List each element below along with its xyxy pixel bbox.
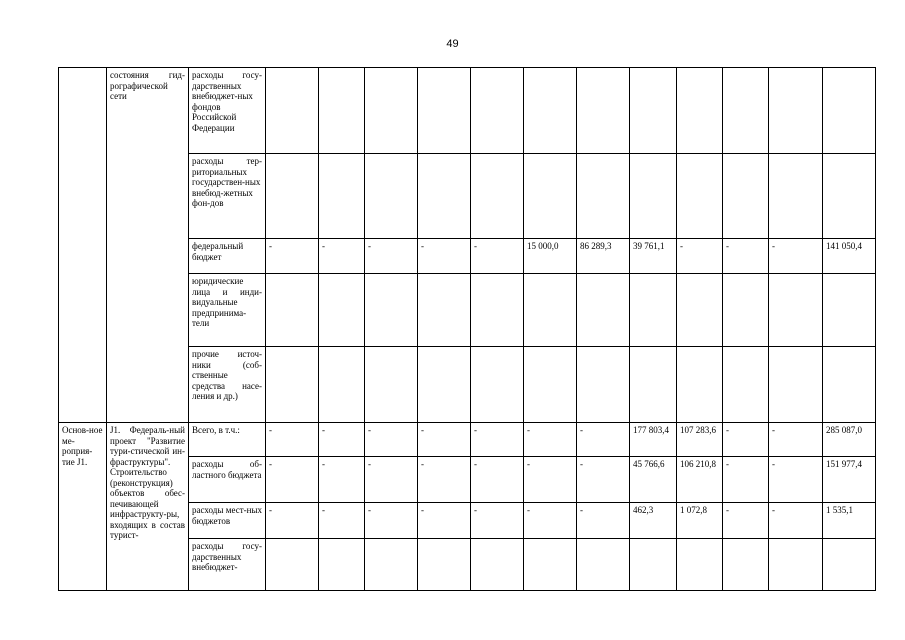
value-cell (723, 539, 769, 591)
value-cell (630, 539, 677, 591)
value-cell (677, 347, 723, 423)
value-cell (677, 154, 723, 239)
value-cell: - (365, 423, 418, 457)
value-cell (319, 274, 365, 347)
value-cell (266, 154, 319, 239)
funding-source-cell: прочие источ-ники (соб-ственные средства насе-ления и др.) (189, 347, 266, 423)
value-cell: 15 000,0 (524, 239, 577, 274)
value-cell: - (418, 239, 471, 274)
value-cell: - (524, 423, 577, 457)
value-cell (266, 539, 319, 591)
value-cell (630, 154, 677, 239)
value-cell: - (524, 457, 577, 503)
value-cell: - (577, 457, 630, 503)
value-cell (769, 347, 823, 423)
value-cell (577, 274, 630, 347)
value-cell: - (319, 457, 365, 503)
value-cell: - (365, 503, 418, 539)
funding-source-cell: Всего, в т.ч.: (189, 423, 266, 457)
value-cell (266, 347, 319, 423)
funding-source-cell: федеральный бюджет (189, 239, 266, 274)
value-cell: - (769, 239, 823, 274)
value-cell (319, 154, 365, 239)
value-cell (365, 154, 418, 239)
funding-source-cell: расходы тер-риториальных государствен-ных внебюд-жетных фон-дов (189, 154, 266, 239)
measure-cell: Основ-ное ме-роприя-тие J1. (59, 423, 107, 591)
value-cell (577, 347, 630, 423)
value-cell (365, 274, 418, 347)
value-cell (823, 347, 876, 423)
value-cell (723, 154, 769, 239)
funding-source-cell: расходы госу-дарственных внебюджет-ных фондов Российской Федерации (189, 68, 266, 154)
value-cell (769, 68, 823, 154)
value-cell: - (471, 503, 524, 539)
budget-table (58, 67, 876, 591)
page-number: 49 (446, 38, 459, 50)
value-cell (365, 68, 418, 154)
funding-source-cell: расходы мест-ных бюджетов (189, 503, 266, 539)
value-cell (823, 539, 876, 591)
value-cell: - (319, 423, 365, 457)
project-cell: состояния гид-рографической сети (107, 68, 189, 423)
value-cell: - (418, 503, 471, 539)
value-cell: - (319, 503, 365, 539)
value-cell (677, 68, 723, 154)
value-cell (418, 274, 471, 347)
value-cell (524, 539, 577, 591)
value-cell (319, 539, 365, 591)
value-cell (266, 68, 319, 154)
value-cell: - (471, 457, 524, 503)
value-cell: 106 210,8 (677, 457, 723, 503)
value-cell (577, 154, 630, 239)
value-cell (266, 274, 319, 347)
value-cell: - (266, 457, 319, 503)
value-cell (471, 154, 524, 239)
funding-source-cell: расходы госу-дарственных внебюджет- (189, 539, 266, 591)
value-cell (823, 274, 876, 347)
value-cell (471, 347, 524, 423)
value-cell: - (723, 503, 769, 539)
value-cell: - (577, 423, 630, 457)
value-cell: - (769, 503, 823, 539)
value-cell (418, 154, 471, 239)
value-cell (524, 274, 577, 347)
value-cell (319, 347, 365, 423)
value-cell: 177 803,4 (630, 423, 677, 457)
value-cell: - (577, 503, 630, 539)
value-cell (365, 539, 418, 591)
table-row (59, 423, 876, 457)
project-cell: J1. Федераль-ный проект "Развитие тури-стической ин-фраструктуры". Строительство (реконструкция) объектов обес-печивающей инфраструкту-ры, входящих в состав турист- (107, 423, 189, 591)
measure-cell (59, 68, 107, 423)
value-cell (630, 347, 677, 423)
value-cell: 151 977,4 (823, 457, 876, 503)
value-cell (723, 68, 769, 154)
value-cell: - (266, 503, 319, 539)
value-cell: - (524, 503, 577, 539)
value-cell (471, 274, 524, 347)
value-cell: - (723, 239, 769, 274)
value-cell (577, 539, 630, 591)
funding-source-cell: расходы об-ластного бюджета (189, 457, 266, 503)
value-cell: 1 072,8 (677, 503, 723, 539)
value-cell: - (319, 239, 365, 274)
value-cell: - (266, 239, 319, 274)
value-cell: - (769, 457, 823, 503)
value-cell (471, 68, 524, 154)
value-cell (723, 274, 769, 347)
value-cell (524, 68, 577, 154)
value-cell (630, 68, 677, 154)
value-cell (769, 539, 823, 591)
value-cell (769, 154, 823, 239)
value-cell: - (365, 239, 418, 274)
value-cell (524, 154, 577, 239)
value-cell: - (471, 239, 524, 274)
value-cell: 86 289,3 (577, 239, 630, 274)
value-cell (418, 539, 471, 591)
value-cell: - (769, 423, 823, 457)
value-cell: 141 050,4 (823, 239, 876, 274)
value-cell (823, 68, 876, 154)
value-cell: - (471, 423, 524, 457)
value-cell: - (723, 423, 769, 457)
value-cell: - (677, 239, 723, 274)
value-cell: - (418, 423, 471, 457)
value-cell (418, 68, 471, 154)
value-cell (677, 539, 723, 591)
value-cell: 45 766,6 (630, 457, 677, 503)
table-row (59, 68, 876, 154)
value-cell (677, 274, 723, 347)
funding-source-cell: юридические лица и инди-видуальные предпринима-тели (189, 274, 266, 347)
value-cell (471, 539, 524, 591)
value-cell (319, 68, 365, 154)
value-cell: - (723, 457, 769, 503)
table-body (59, 68, 876, 591)
value-cell: 1 535,1 (823, 503, 876, 539)
value-cell (524, 347, 577, 423)
value-cell (365, 347, 418, 423)
value-cell: 39 761,1 (630, 239, 677, 274)
value-cell: 107 283,6 (677, 423, 723, 457)
value-cell: 285 087,0 (823, 423, 876, 457)
value-cell (630, 274, 677, 347)
value-cell: - (266, 423, 319, 457)
value-cell (418, 347, 471, 423)
value-cell (723, 347, 769, 423)
value-cell (769, 274, 823, 347)
value-cell: - (365, 457, 418, 503)
value-cell: 462,3 (630, 503, 677, 539)
value-cell: - (418, 457, 471, 503)
value-cell (577, 68, 630, 154)
value-cell (823, 154, 876, 239)
